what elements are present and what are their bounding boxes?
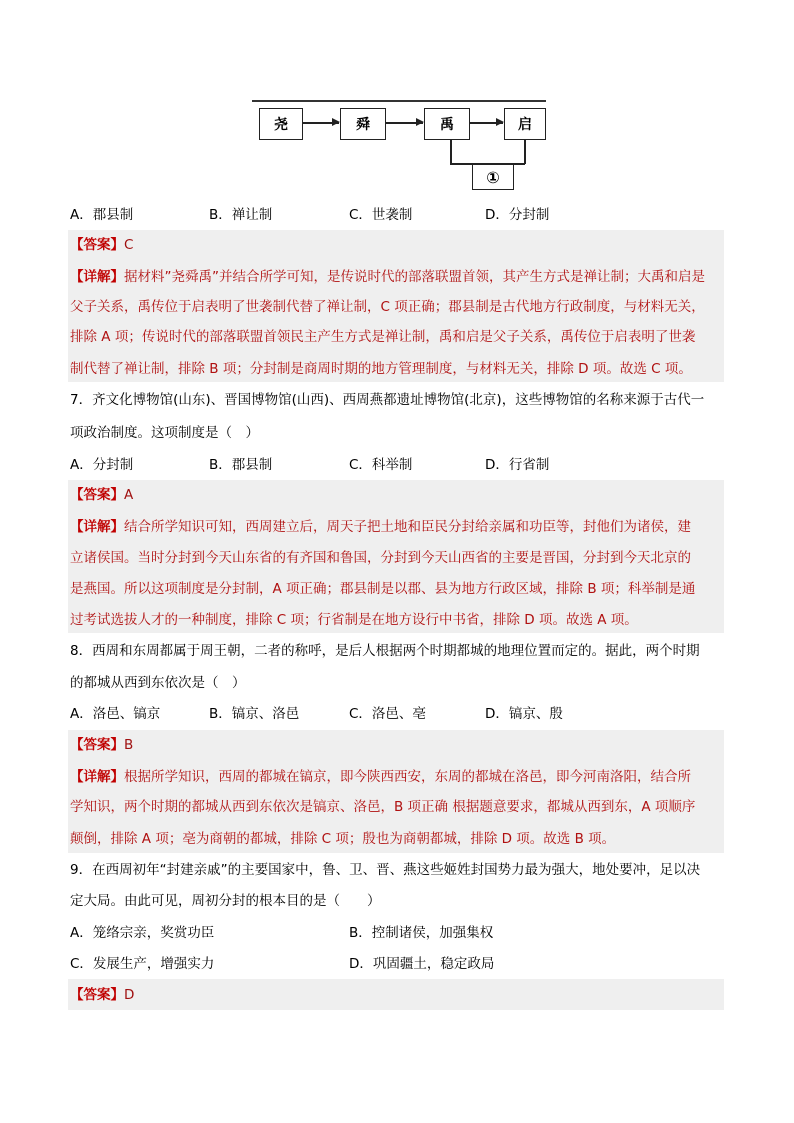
q8-option-c: C．洛邑、亳	[349, 706, 426, 722]
q6-detail-line-4: 制代替了禅让制，排除 B 项；分封制是商周时期的地方管理制度，与材料无关，排除 D 项。故选 C 项。	[70, 361, 692, 377]
q7-detail-line-3: 是燕国。所以这项制度是分封制，A 项正确；郡县制是以郡、县为地方行政区域，排除 B 项；科举制是通	[70, 581, 696, 597]
diagram-box-yao: 尧	[259, 108, 303, 140]
q8-stem-line-2: 的都城从西到东依次是（ ）	[70, 675, 246, 691]
q7-option-c: C．科举制	[349, 457, 413, 473]
answer-value: D	[124, 987, 135, 1003]
q6-answer	[70, 236, 133, 254]
detail-tag: 【详解】	[70, 769, 124, 785]
q8-answer	[70, 736, 133, 754]
q7-option-a: A．分封制	[70, 457, 134, 473]
arrow-icon	[469, 122, 503, 124]
q9-answer	[70, 986, 134, 1004]
diagram-box-blank: ①	[472, 164, 514, 190]
answer-tag: 【答案】	[70, 487, 124, 503]
q7-option-b: B．郡县制	[209, 457, 273, 473]
q6-option-c: C．世袭制	[349, 207, 413, 223]
q6-option-b: B．禅让制	[209, 207, 273, 223]
q7-answer	[70, 486, 133, 504]
q8-option-a: A．洛邑、镐京	[70, 706, 161, 722]
answer-tag: 【答案】	[70, 987, 124, 1003]
q9-option-c: C．发展生产，增强实力	[70, 956, 215, 972]
q8-detail-line-3: 颠倒，排除 A 项；亳为商朝的都城，排除 C 项；殷也为商朝都城，排除 D 项。故选 B 项。	[70, 831, 616, 847]
q7-stem-line-2: 项政治制度。这项制度是（ ）	[70, 425, 259, 441]
arrow-icon	[302, 122, 339, 124]
q8-option-b: B．镐京、洛邑	[209, 706, 300, 722]
q8-detail-line-1: 【详解】根据所学知识，西周的都城在镐京，即今陕西西安，东周的都城在洛邑，即今河南洛阳，结合所	[70, 769, 691, 785]
q6-option-a: A．郡县制	[70, 207, 134, 223]
diagram-top-border	[252, 100, 546, 102]
q8-option-d: D．镐京、殷	[485, 706, 563, 722]
q6-detail-line-1: 【详解】据材料”尧舜禹”并结合所学可知，是传说时代的部落联盟首领，其产生方式是禅让制；大禹和启是	[70, 269, 705, 285]
answer-tag: 【答案】	[70, 237, 124, 253]
q9-option-b: B．控制诸侯，加强集权	[349, 925, 494, 941]
succession-diagram	[252, 100, 546, 192]
diagram-connector	[450, 140, 452, 164]
q6-option-d: D．分封制	[485, 207, 550, 223]
q7-option-d: D．行省制	[485, 457, 550, 473]
answer-value: C	[124, 237, 134, 253]
q7-detail-line-2: 立诸侯国。当时分封到今天山东省的有齐国和鲁国，分封到今天山西省的主要是晋国，分封到今天北京的	[70, 550, 691, 566]
diagram-box-yu: 禹	[424, 108, 470, 140]
diagram-connector	[524, 140, 526, 164]
q9-stem-line-2: 定大局。由此可见，周初分封的根本目的是（ ）	[70, 893, 381, 909]
diagram-box-shun: 舜	[340, 108, 386, 140]
q7-detail-line-4: 过考试选拔人才的一种制度，排除 C 项；行省制是在地方设行中书省，排除 D 项。故选 A 项。	[70, 612, 638, 628]
q8-stem-line-1: 8．西周和东周都属于周王朝，二者的称呼，是后人根据两个时期都城的地理位置而定的。据此，两个时期	[70, 643, 700, 659]
q8-detail-line-2: 学知识，两个时期的都城从西到东依次是镐京、洛邑，B 项正确 根据题意要求，都城从西到东，A 项顺序	[70, 799, 696, 815]
q6-detail-line-2: 父子关系，禹传位于启表明了世袭制代替了禅让制，C 项正确；郡县制是古代地方行政制度，与材料无关，	[70, 299, 705, 315]
answer-value: B	[124, 737, 134, 753]
q9-option-d: D．巩固疆土，稳定政局	[349, 956, 495, 972]
diagram-box-qi: 启	[504, 108, 546, 140]
q6-detail-line-3: 排除 A 项；传说时代的部落联盟首领民主产生方式是禅让制，禹和启是父子关系，禹传位于启表明了世袭	[70, 329, 696, 345]
q7-stem-line-1: 7．齐文化博物馆(山东)、晋国博物馆(山西)、西周燕都遗址博物馆(北京)，这些博物馆的名称来源于古代一	[70, 392, 705, 408]
detail-tag: 【详解】	[70, 269, 124, 285]
q9-answer-block	[68, 979, 724, 1010]
q7-detail-line-1: 【详解】结合所学知识可知，西周建立后，周天子把土地和臣民分封给亲属和功臣等，封他们为诸侯，建	[70, 519, 691, 535]
arrow-icon	[385, 122, 423, 124]
q9-option-a: A．笼络宗亲，奖赏功臣	[70, 925, 215, 941]
answer-value: A	[124, 487, 134, 503]
answer-tag: 【答案】	[70, 737, 124, 753]
q9-stem-line-1: 9．在西周初年“封建亲戚”的主要国家中，鲁、卫、晋、燕这些姬姓封国势力最为强大，地处要冲，足以决	[70, 862, 701, 878]
detail-tag: 【详解】	[70, 519, 124, 535]
